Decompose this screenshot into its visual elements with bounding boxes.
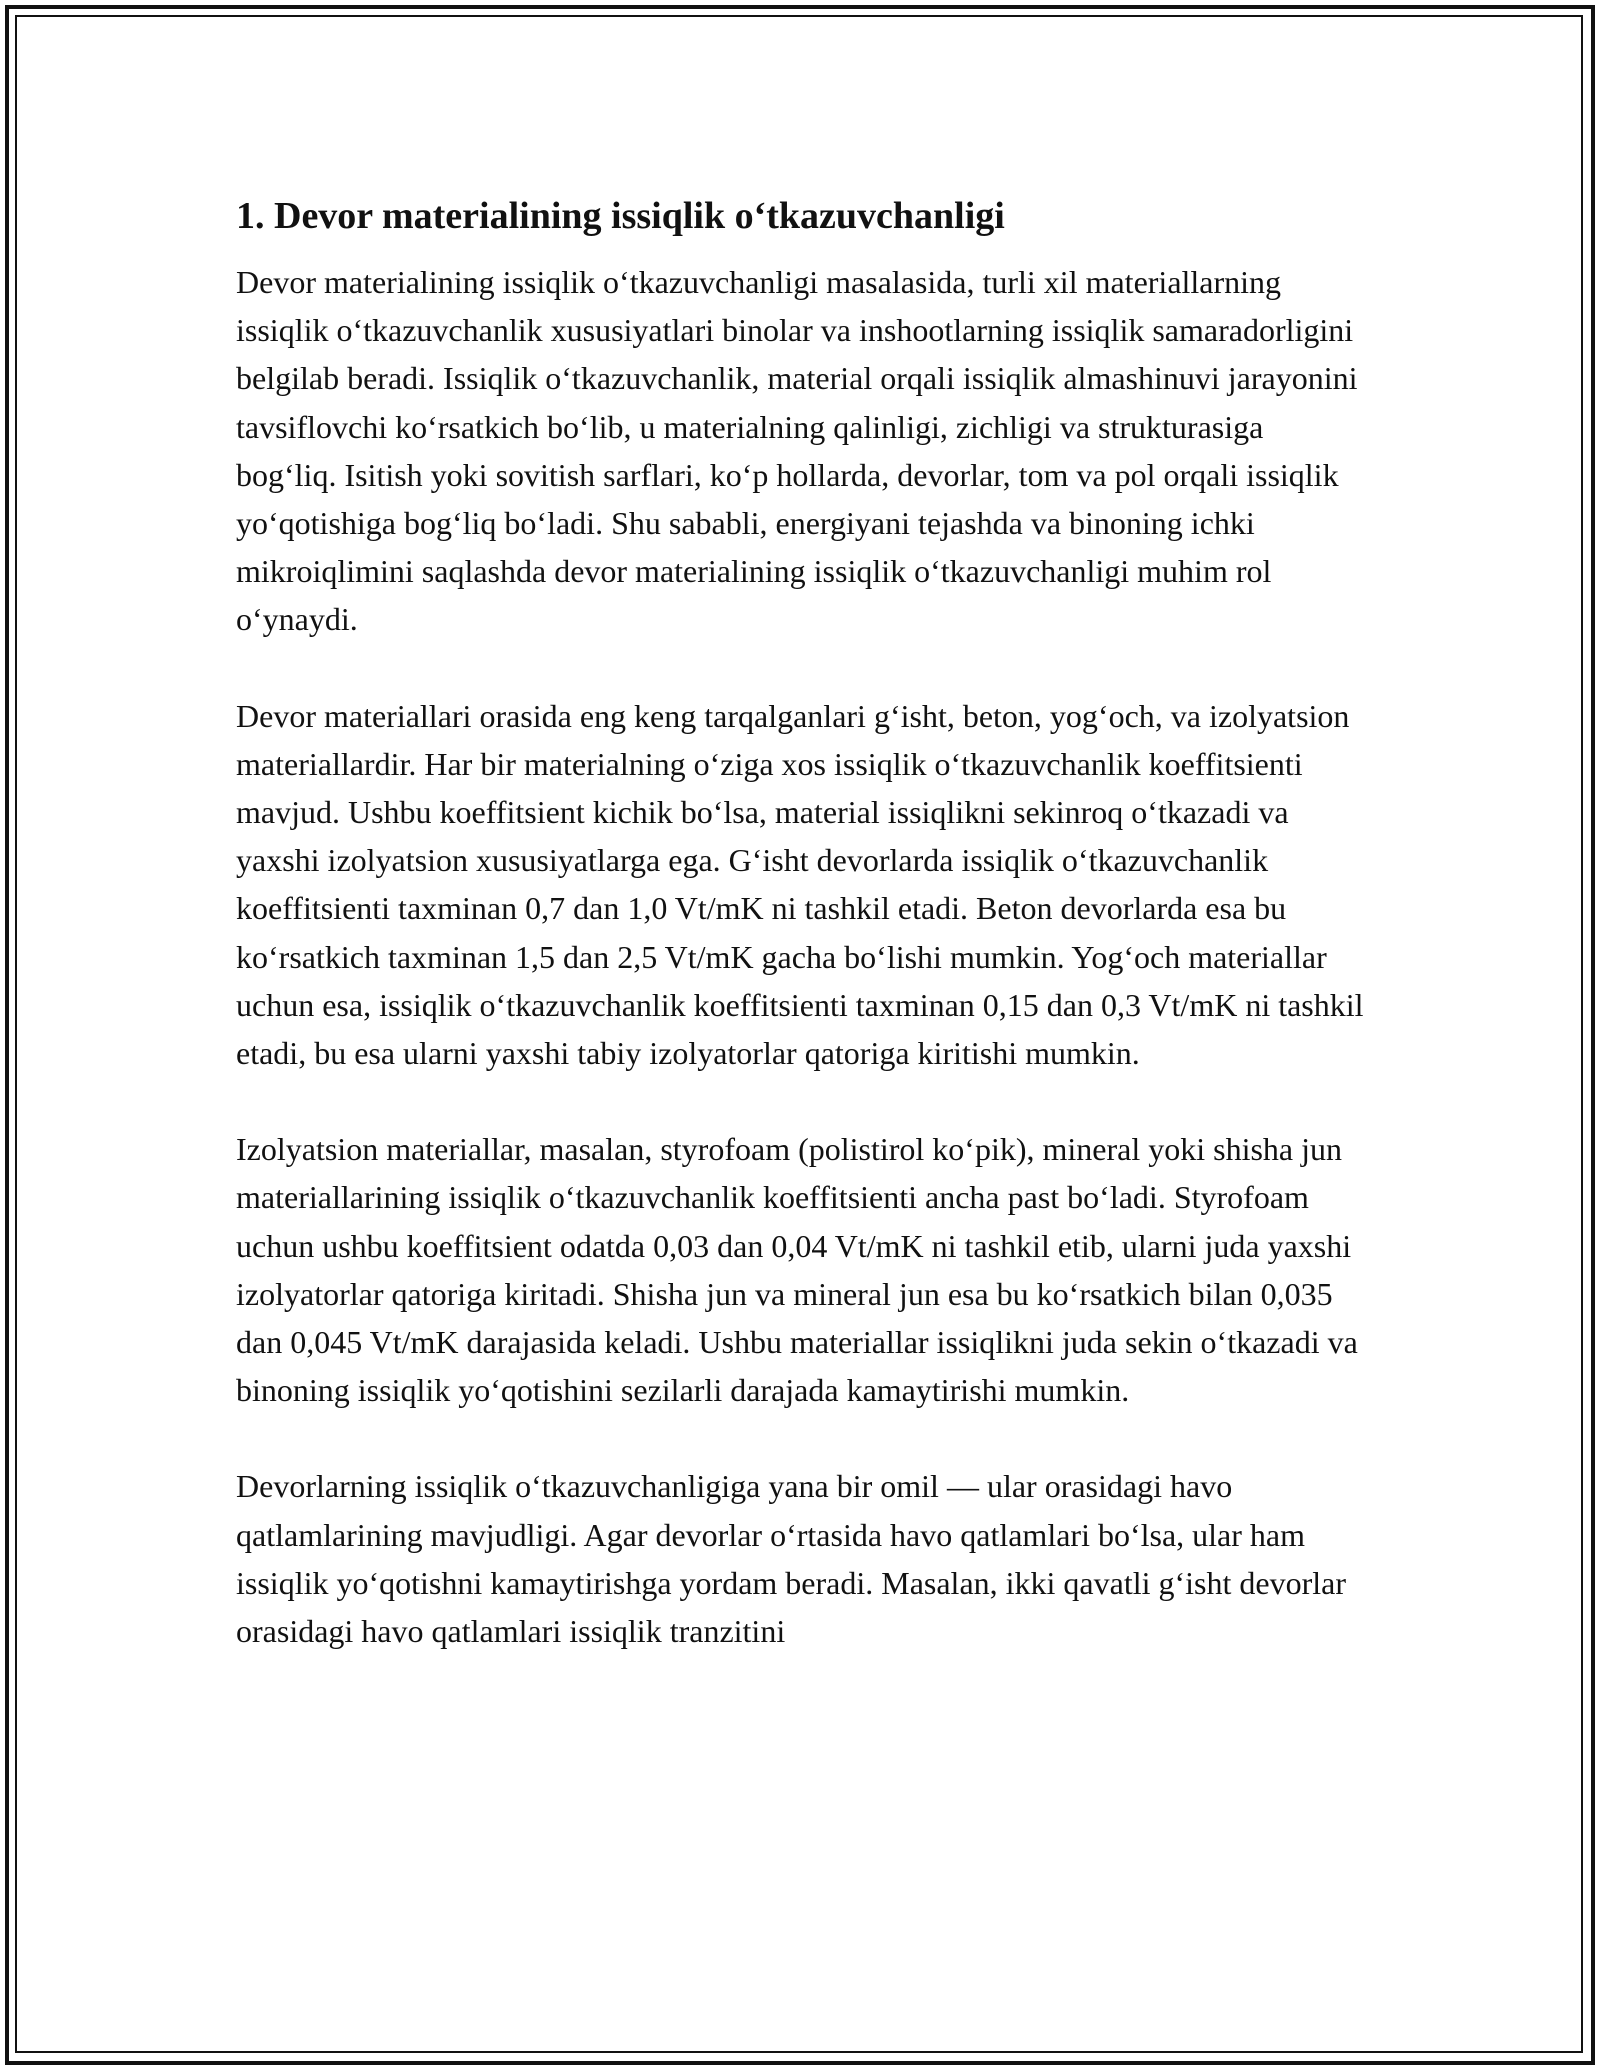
paragraph-4: Devorlarning issiqlik o‘tkazuvchanligiga yana bir omil — ular orasidagi havo qatlamlarining mavjudligi. Agar devorlar o‘rtasida havo qatlamlari bo‘lsa, ular ham issiqlik yo‘qotishni kamaytirishga yordam beradi. Masalan, ikki qavatli g‘isht devorlar orasidagi havo qatlamlari issiqlik tranzitini [236,1468,1346,1650]
paragraph-1: Devor materialining issiqlik o‘tkazuvchanligi masalasida, turli xil materiallarning issiqlik o‘tkazuvchanlik xususiyatlari binolar va inshootlarning issiqlik samaradorligini belgilab beradi. Issiqlik o‘tkazuvchanlik, material orqali issiqlik almashinuvi jarayonini tavsiflovchi ko‘rsatkich bo‘lib, u materialning qalinligi, zichligi va strukturasiga bog‘liq. Isitish yoki sovitish sarflari, ko‘p hollarda, devorlar, tom va pol orqali issiqlik yo‘qotishiga bog‘liq bo‘ladi. Shu sababli, energiyani tejashda va binoning ichki mikroiqlimini saqlashda devor materialining issiqlik o‘tkazuvchanligi muhim rol o‘ynaydi. [236,264,1358,638]
document-body [236,186,1364,1703]
section-heading: 1. Devor materialining issiqlik o‘tkazuvchanligi [236,195,1005,237]
paragraph-3: Izolyatsion materiallar, masalan, styrofoam (polistirol ko‘pik), mineral yoki shisha jun materiallarining issiqlik o‘tkazuvchanlik koeffitsienti ancha past bo‘ladi. Styrofoam uchun ushbu koeffitsient odatda 0,03 dan 0,04 Vt/mK ni tashkil etib, ularni juda yaxshi izolyatorlar qatoriga kiritadi. Shisha jun va mineral jun esa bu ko‘rsatkich bilan 0,035 dan 0,045 Vt/mK darajasida keladi. Ushbu materiallar issiqlikni juda sekin o‘tkazadi va binoning issiqlik yo‘qotishini sezilarli darajada kamaytirishi mumkin. [236,1131,1358,1409]
paragraph-2: Devor materiallari orasida eng keng tarqalganlari g‘isht, beton, yog‘och, va izolyatsion materiallardir. Har bir materialning o‘ziga xos issiqlik o‘tkazuvchanlik koeffitsienti mavjud. Ushbu koeffitsient kichik bo‘lsa, material issiqlikni sekinroq o‘tkazadi va yaxshi izolyatsion xususiyatlarga ega. G‘isht devorlarda issiqlik o‘tkazuvchanlik koeffitsienti taxminan 0,7 dan 1,0 Vt/mK ni tashkil etadi. Beton devorlarda esa bu ko‘rsatkich taxminan 1,5 dan 2,5 Vt/mK gacha bo‘lishi mumkin. Yog‘och materiallar uchun esa, issiqlik o‘tkazuvchanlik koeffitsienti taxminan 0,15 dan 0,3 Vt/mK ni tashkil etadi, bu esa ularni yaxshi tabiy izolyatorlar qatoriga kiritishi mumkin. [236,697,1364,1072]
